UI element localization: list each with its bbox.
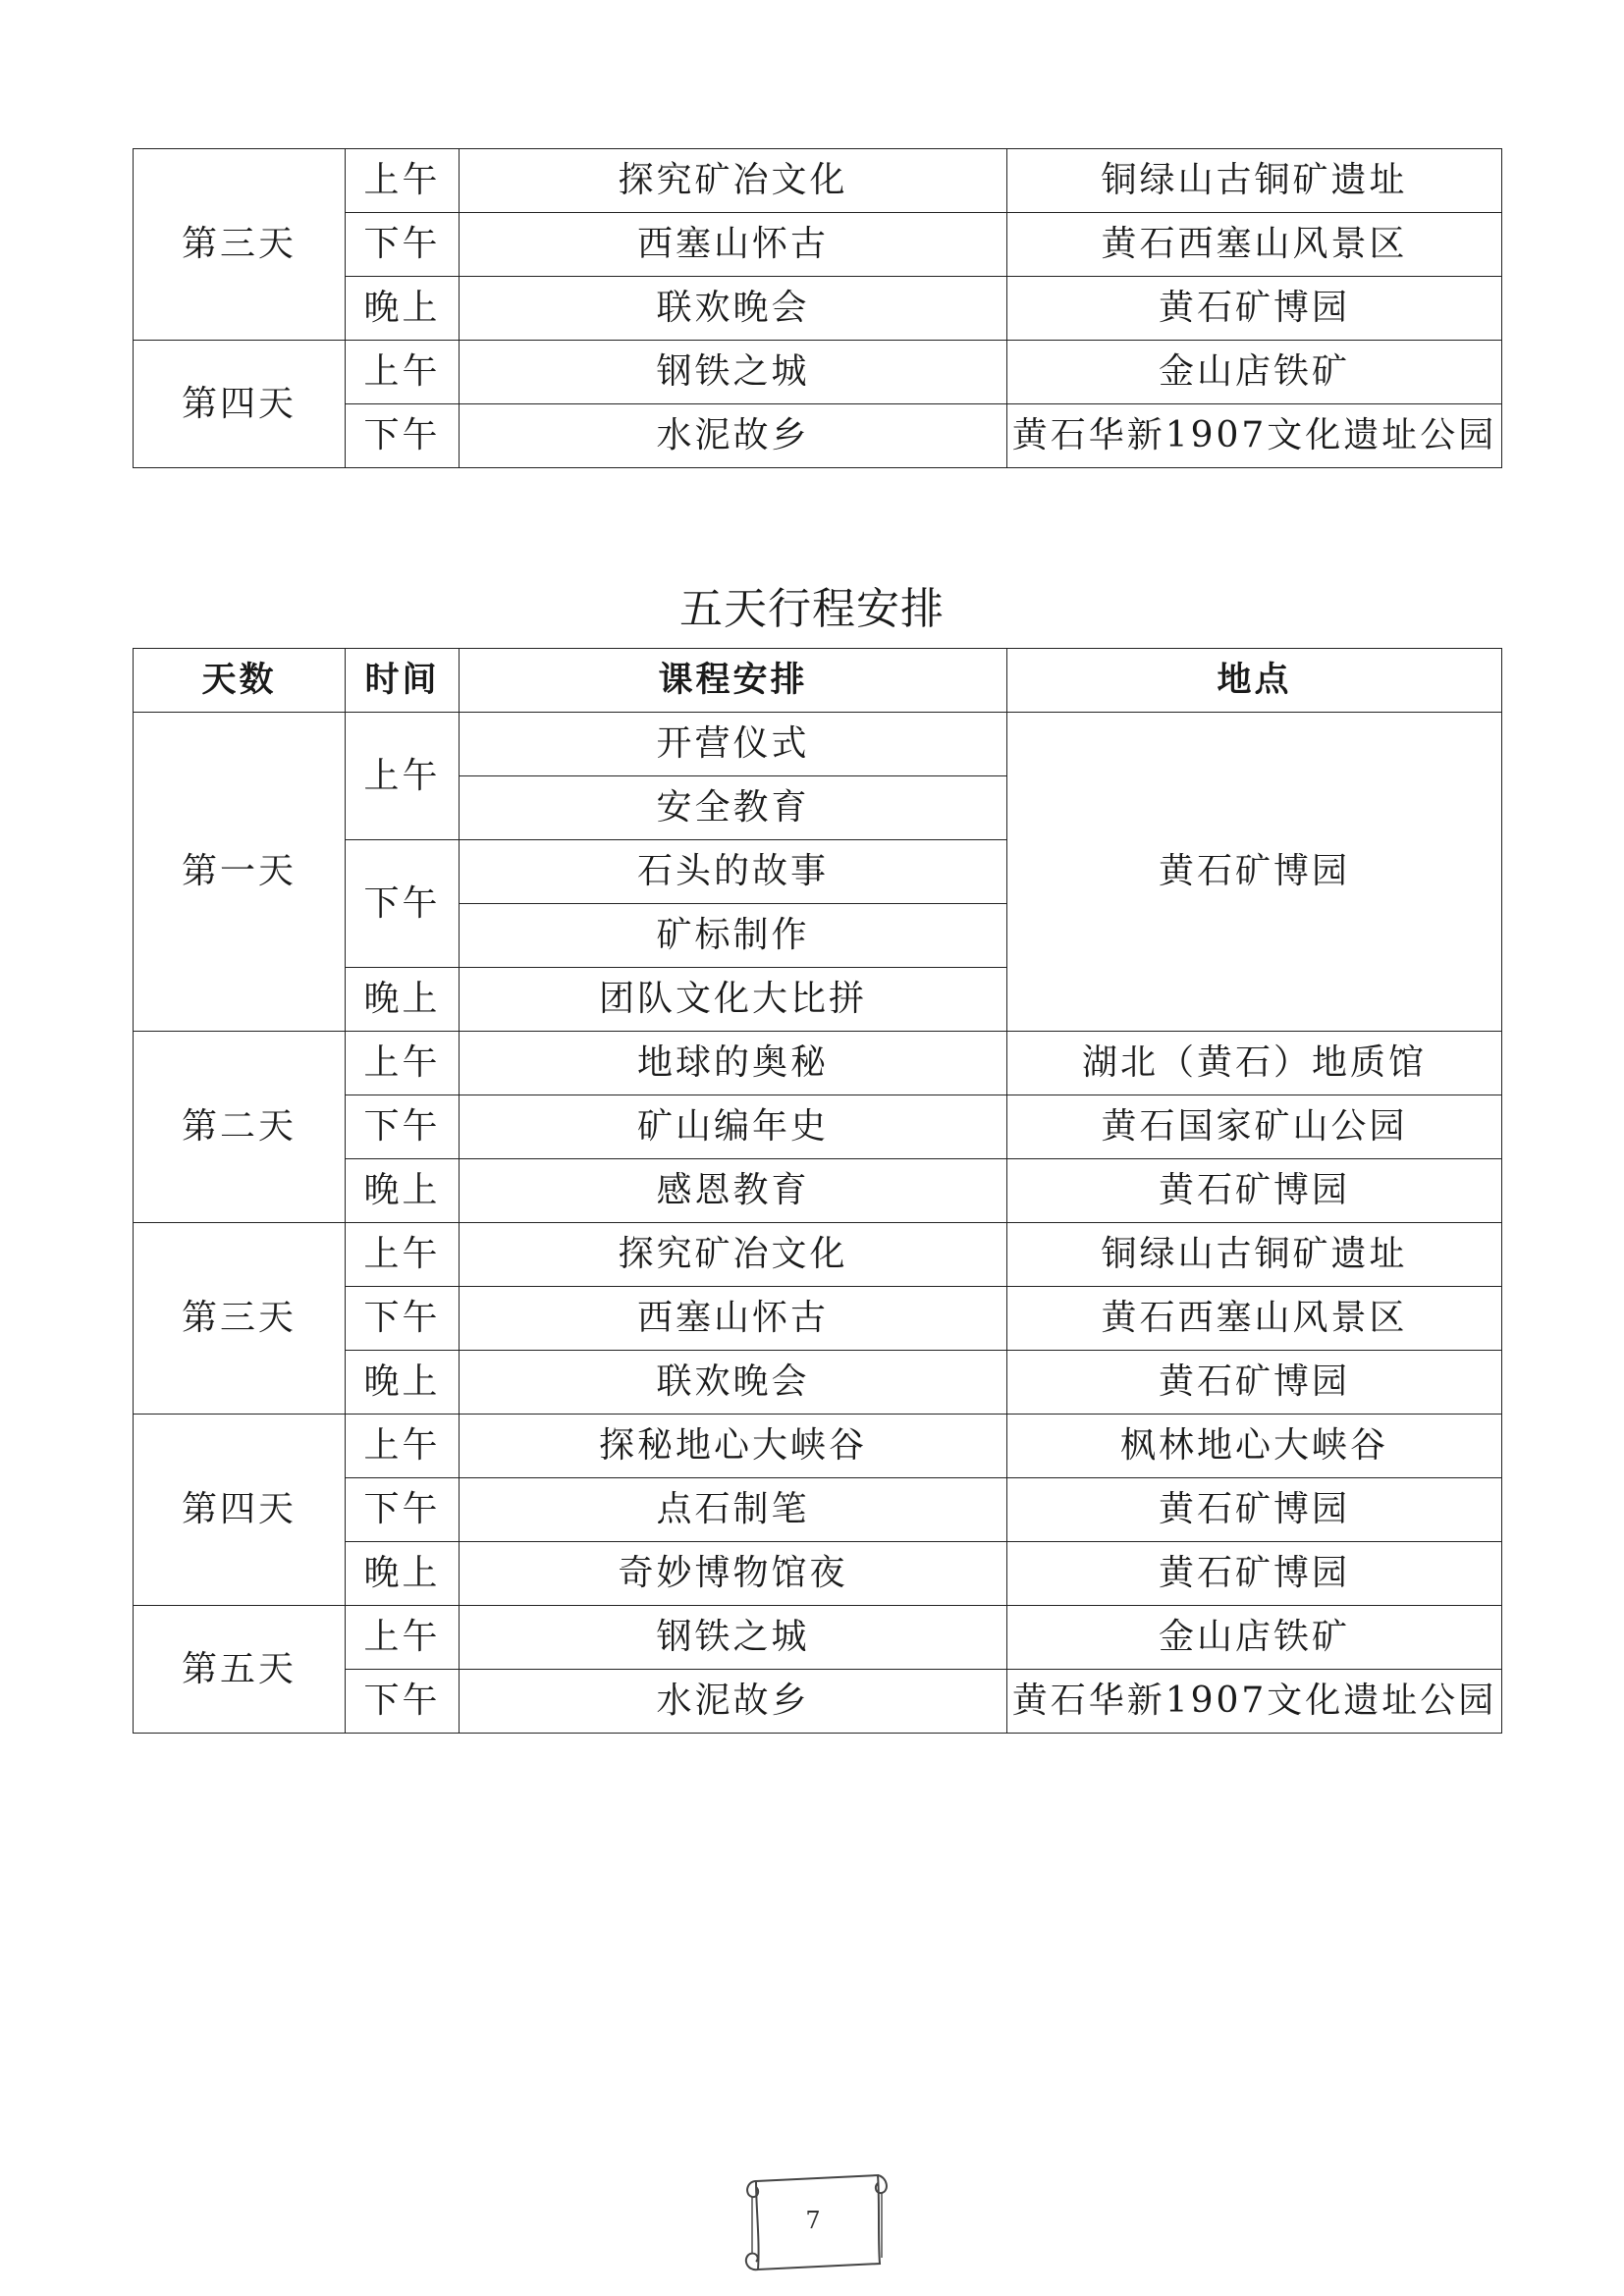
time-cell: 下午: [346, 213, 460, 277]
activity-cell: 探秘地心大峡谷: [460, 1415, 1007, 1478]
day-cell: 第四天: [134, 1415, 346, 1606]
table-row: [134, 1032, 1502, 1095]
time-cell: 上午: [346, 1223, 460, 1287]
activity-cell: 钢铁之城: [460, 1606, 1007, 1670]
activity-cell: 钢铁之城: [460, 341, 1007, 404]
location-cell: 枫林地心大峡谷: [1007, 1415, 1502, 1478]
table-row: [134, 1606, 1502, 1670]
activity-cell: 水泥故乡: [460, 404, 1007, 468]
location-cell: 黄石华新1907文化遗址公园: [1007, 404, 1502, 468]
location-cell: 黄石矿博园: [1007, 1478, 1502, 1542]
activity-cell: 探究矿冶文化: [460, 149, 1007, 213]
time-cell: 上午: [346, 1415, 460, 1478]
time-cell: 下午: [346, 1095, 460, 1159]
activity-cell: 西塞山怀古: [460, 1287, 1007, 1351]
location-cell: 湖北（黄石）地质馆: [1007, 1032, 1502, 1095]
activity-cell: 奇妙博物馆夜: [460, 1542, 1007, 1606]
table-header-row: [134, 649, 1502, 713]
time-cell: 上午: [346, 149, 460, 213]
day-cell: 第五天: [134, 1606, 346, 1734]
location-cell: 黄石华新1907文化遗址公园: [1007, 1670, 1502, 1734]
time-cell: 下午: [346, 1478, 460, 1542]
activity-cell: 联欢晚会: [460, 1351, 1007, 1415]
location-cell: 金山店铁矿: [1007, 1606, 1502, 1670]
table-row: [134, 1223, 1502, 1287]
time-cell: 晚上: [346, 1542, 460, 1606]
time-cell: 上午: [346, 1032, 460, 1095]
header-time: 时间: [346, 649, 460, 713]
day-cell: 第三天: [134, 1223, 346, 1415]
time-cell: 下午: [346, 1670, 460, 1734]
activity-cell: 感恩教育: [460, 1159, 1007, 1223]
activity-cell: 团队文化大比拼: [460, 968, 1007, 1032]
location-cell: 黄石矿博园: [1007, 1542, 1502, 1606]
activity-cell: 矿山编年史: [460, 1095, 1007, 1159]
page-number-badge: [734, 2162, 892, 2281]
location-cell: 黄石西塞山风景区: [1007, 1287, 1502, 1351]
activity-cell: 开营仪式: [460, 713, 1007, 776]
time-cell: 上午: [346, 341, 460, 404]
header-day: 天数: [134, 649, 346, 713]
section-title: 五天行程安排: [679, 584, 945, 634]
location-cell: 铜绿山古铜矿遗址: [1007, 1223, 1502, 1287]
page-number: 7: [805, 2207, 821, 2234]
time-cell: 下午: [346, 840, 460, 968]
location-cell: 金山店铁矿: [1007, 341, 1502, 404]
time-cell: 上午: [346, 713, 460, 840]
activity-cell: 水泥故乡: [460, 1670, 1007, 1734]
header-location: 地点: [1007, 649, 1502, 713]
location-cell: 黄石西塞山风景区: [1007, 213, 1502, 277]
day-cell: 第一天: [134, 713, 346, 1032]
five-day-schedule-table: [133, 648, 1502, 1734]
activity-cell: 点石制笔: [460, 1478, 1007, 1542]
location-cell: 黄石矿博园: [1007, 1351, 1502, 1415]
day-cell: 第二天: [134, 1032, 346, 1223]
time-cell: 晚上: [346, 1351, 460, 1415]
table-row: [134, 149, 1502, 213]
time-cell: 上午: [346, 1606, 460, 1670]
time-cell: 下午: [346, 1287, 460, 1351]
time-cell: 晚上: [346, 968, 460, 1032]
activity-cell: 西塞山怀古: [460, 213, 1007, 277]
time-cell: 下午: [346, 404, 460, 468]
time-cell: 晚上: [346, 1159, 460, 1223]
activity-cell: 安全教育: [460, 776, 1007, 840]
header-activity: 课程安排: [460, 649, 1007, 713]
day-cell: 第三天: [134, 149, 346, 341]
location-cell: 黄石矿博园: [1007, 713, 1502, 1032]
schedule-table-continued: [133, 148, 1502, 468]
location-cell: 黄石国家矿山公园: [1007, 1095, 1502, 1159]
time-cell: 晚上: [346, 277, 460, 341]
activity-cell: 矿标制作: [460, 904, 1007, 968]
location-cell: 黄石矿博园: [1007, 1159, 1502, 1223]
table-row: [134, 713, 1502, 776]
activity-cell: 探究矿冶文化: [460, 1223, 1007, 1287]
location-cell: 黄石矿博园: [1007, 277, 1502, 341]
location-cell: 铜绿山古铜矿遗址: [1007, 149, 1502, 213]
activity-cell: 石头的故事: [460, 840, 1007, 904]
table-row: [134, 1415, 1502, 1478]
activity-cell: 联欢晚会: [460, 277, 1007, 341]
day-cell: 第四天: [134, 341, 346, 468]
table-row: [134, 341, 1502, 404]
activity-cell: 地球的奥秘: [460, 1032, 1007, 1095]
